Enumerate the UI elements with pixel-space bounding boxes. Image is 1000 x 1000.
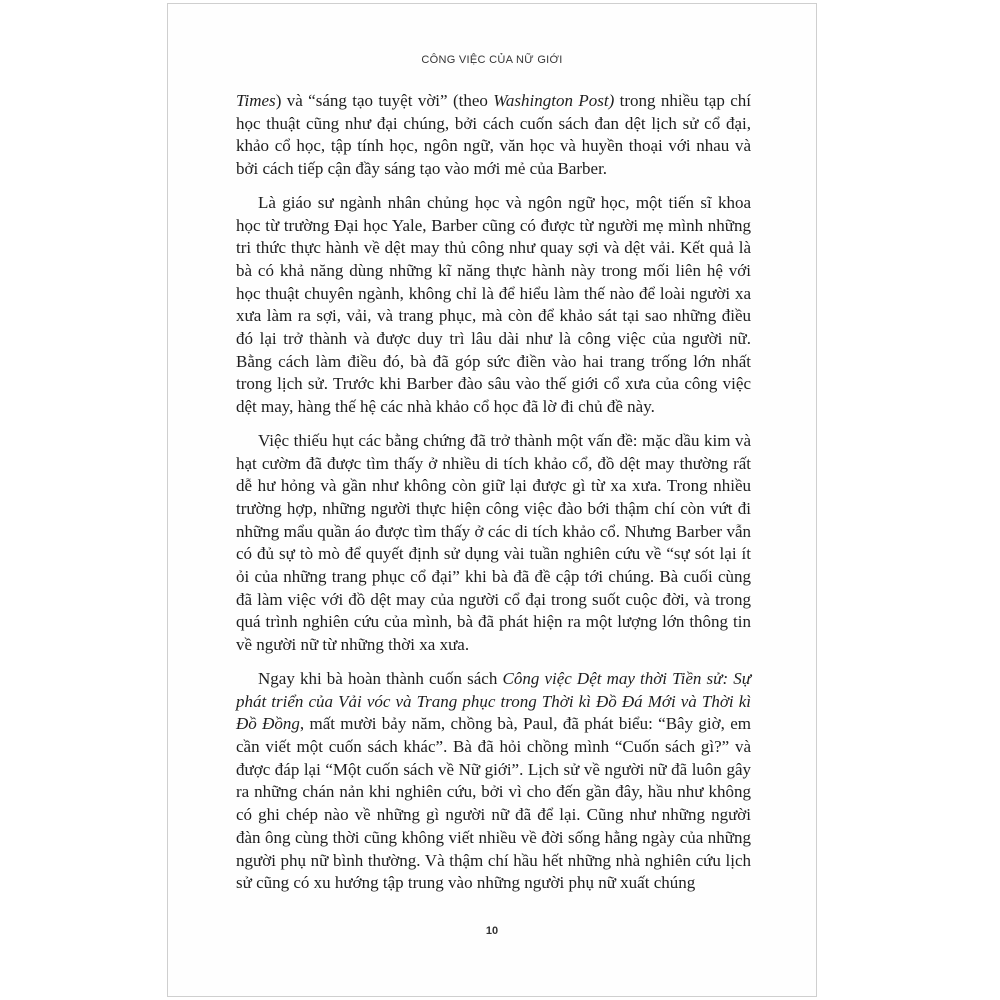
paragraph <box>236 668 751 895</box>
text-run: Việc thiếu hụt các bằng chứng đã trở thành một vấn đề: mặc dầu kim và hạt cườm đã được tìm thấy ở nhiều di tích khảo cổ, đồ dệt may thường rất dễ hư hỏng và gần như không còn giữ lại được gì từ xa xưa. Trong nhiều trường hợp, những người thực hiện công việc đào bới thậm chí còn vứt đi những mẩu quần áo được tìm thấy ở các di tích khảo cổ. Nhưng Barber vẫn có đủ sự tò mò để quyết định sử dụng vài tuần nghiên cứu về “sự sót lại ít ỏi của những trang phục cổ đại” khi bà đã đề cập tới chúng. Bà cuối cùng đã làm việc với đồ dệt may của người cổ đại trong suốt cuộc đời, và trong quá trình nghiên cứu của mình, bà đã phát hiện ra một lượng lớn thông tin về người nữ từ những thời xa xưa. <box>236 430 751 655</box>
text-run: Ngay khi bà hoàn thành cuốn sách <box>258 668 503 688</box>
paragraph <box>236 90 751 181</box>
body-text <box>236 90 751 906</box>
text-run: ) và “sáng tạo tuyệt vời” (theo <box>275 91 494 110</box>
paragraph <box>236 430 751 657</box>
running-head: CÔNG VIỆC CỦA NỮ GIỚI <box>421 54 563 66</box>
italic-text: Công việc Dệt may thời Tiền sử: Sự phát triển của Vải vóc và Trang phục trong Thời kì Đồ Đá Mới và Thời kì Đồ Đồng <box>236 668 751 734</box>
book-page <box>167 3 817 997</box>
text-run: , mất mười bảy năm, chồng bà, Paul, đã phát biểu: “Bây giờ, em cần viết một cuốn sách khác”. Bà đã hỏi chồng mình “Cuốn sách gì?” và được đáp lại “Một cuốn sách về Nữ giới”. Lịch sử về người nữ đã luôn gây ra những chán nản khi nghiên cứu, bởi vì cho đến gần đây, hầu như không có ghi chép nào về những gì người nữ đã để lại. Cũng như những người đàn ông cùng thời cũng không viết nhiều về đời sống hằng ngày của những người phụ nữ bình thường. Và thậm chí hầu hết những nhà nghiên cứu lịch sử cũng có xu hướng tập trung vào những người phụ nữ xuất chúng <box>236 714 751 893</box>
text-run: Là giáo sư ngành nhân chủng học và ngôn ngữ học, một tiến sĩ khoa học từ trường Đại học Yale, Barber cũng có được từ người mẹ mình những tri thức thực hành về dệt may thủ công như quay sợi và dệt vải. Kết quả là bà có khả năng dùng những kĩ năng thực hành này trong mối liên hệ với học thuật chuyên ngành, không chỉ là để hiểu làm thế nào để loài người xa xưa làm ra sợi, vải, và trang phục, mà còn để khảo sát tại sao những điều đó lại trở thành và được duy trì lâu dài như là công việc của người nữ. Bằng cách làm điều đó, bà đã góp sức điền vào hai trang trống lớn nhất trong lịch sử. Trước khi Barber đào sâu vào thế giới cổ xưa của công việc dệt may, hàng thế hệ các nhà khảo cổ học đã lờ đi chủ đề này. <box>236 192 751 417</box>
page-number: 10 <box>485 925 499 937</box>
paragraph <box>236 192 751 419</box>
italic-text: Washington Post) <box>493 91 615 110</box>
text-run: trong nhiều tạp chí học thuật cũng như đại chúng, bởi cách cuốn sách đan dệt lịch sử cổ đại, khảo cổ học, tập tính học, ngôn ngữ, văn học và huyền thoại với nhau và bởi cách tiếp cận đầy sáng tạo vào mới mẻ của Barber. <box>236 91 751 179</box>
italic-text: Times <box>236 91 276 110</box>
